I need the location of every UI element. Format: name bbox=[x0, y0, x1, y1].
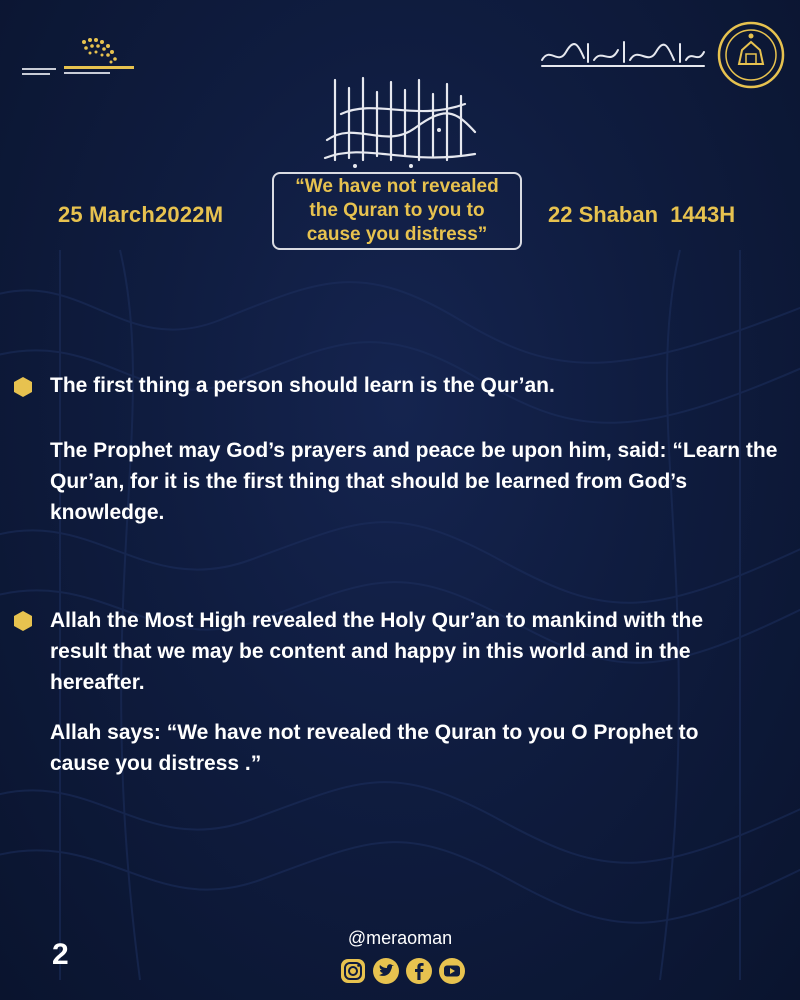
hijri-year: 1443H bbox=[670, 202, 736, 227]
quote-box: “We have not revealed the Quran to you to cause you distress” bbox=[272, 172, 522, 250]
social-handle[interactable]: @meraoman bbox=[347, 928, 453, 948]
hijri-date bbox=[548, 202, 735, 228]
section-2-lead: Allah the Most High revealed the Holy Qur’an to mankind with the result that we may be content and happy in this world and in the hereafter. bbox=[50, 609, 704, 694]
section-2-body: Allah says: “We have not revealed the Quran to you O Prophet to cause you distress .” bbox=[50, 721, 699, 775]
friday-sermon-calligraphy bbox=[315, 70, 485, 170]
twitter-icon[interactable] bbox=[371, 956, 401, 986]
hexagon-bullet-icon bbox=[12, 610, 34, 632]
gregorian-date bbox=[58, 202, 223, 228]
section-1-lead: The first thing a person should learn is the Qur’an. bbox=[50, 374, 555, 397]
youtube-icon[interactable] bbox=[437, 956, 467, 986]
gregorian-year: 2022M bbox=[154, 202, 224, 227]
gregorian-day-month: 25 March bbox=[58, 202, 155, 227]
page-number: 2 bbox=[52, 938, 69, 971]
oman-vision-logo bbox=[14, 28, 144, 88]
instagram-icon[interactable] bbox=[338, 956, 368, 986]
hexagon-bullet-icon bbox=[12, 376, 34, 398]
ministry-title-calligraphy bbox=[538, 36, 708, 72]
hijri-day-month: 22 Shaban bbox=[548, 202, 659, 227]
ministry-seal-icon bbox=[716, 20, 786, 90]
facebook-icon[interactable] bbox=[404, 956, 434, 986]
section-1-body: The Prophet may God’s prayers and peace be upon him, said: “Learn the Qur’an, for it is the first thing that should be learned from God’s knowledge. bbox=[50, 439, 778, 524]
social-icons bbox=[332, 956, 472, 988]
header-row bbox=[0, 172, 800, 258]
